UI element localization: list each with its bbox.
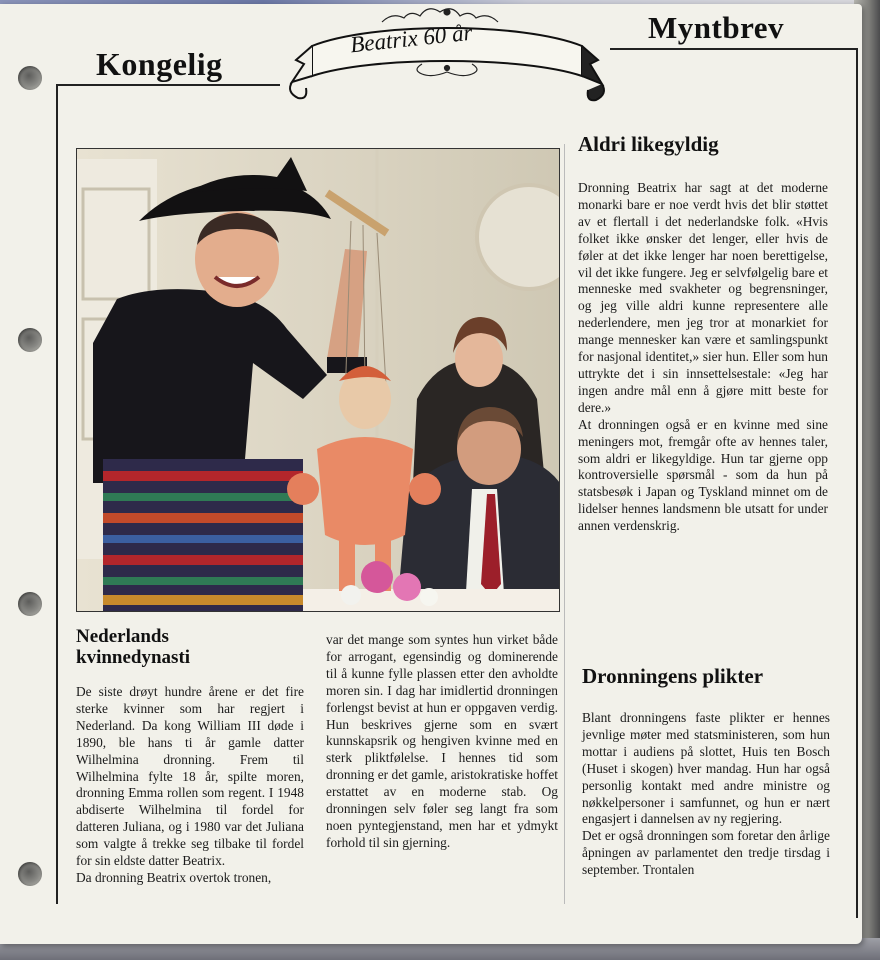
plikter-text-block <box>582 710 830 879</box>
dynasti-text-block <box>76 684 304 887</box>
photo-illustration <box>77 149 559 611</box>
header-left-title-text: Kongelig <box>96 46 223 82</box>
frame-rule-right <box>856 48 858 918</box>
aldri-text-block <box>578 180 828 535</box>
header-left-title <box>96 46 223 83</box>
frame-rule-left <box>56 84 58 904</box>
binder-page <box>0 4 862 944</box>
header-right-title-text: Myntbrev <box>648 10 785 45</box>
header-right-title <box>648 10 784 46</box>
column-divider <box>564 144 565 904</box>
header-rule-left <box>58 84 280 86</box>
aldri-paragraph-1: Dronning Beatrix har sagt at det moderne monarki bare er noe verdt hvis det blir støttet av et flertall i det nederlandske folk. «Hvis folket ikke ønsker det lenger, eller hvis de føler at det ikke lenger har noen berettigelse, vil det ikke fungere. Jeg er selvfølgelig bare et menneske med svakheter og begrensninger, og jeg ville aldri kunne representere alle nederlendere, men jeg tror at monarkiet for mange mennesker kan være et samlingspunkt for nasjonal identitet,» sier hun. Eller som hun uttrykte det i sin innsettelsestale: «Jeg har ingen andre mål enn å gjøre mitt beste for dere.» <box>578 180 828 415</box>
punch-hole <box>18 592 42 616</box>
plikter-paragraph-1: Blant dronningens faste plikter er hennes jevnlige møter med statsministeren, som hun mottar i audiens på slottet, Huis ten Bosch (Huset i skogen) hver mandag. Hun har også personlig kontakt med andre ministre og nøkkelpersoner i samfunnet, og hun er nært engasjert i dannelsen av ny regjering. <box>582 710 830 827</box>
heading-aldri-likegyldig: Aldri likegyldig <box>578 132 719 156</box>
punch-hole <box>18 862 42 886</box>
middle-text-block <box>326 632 558 852</box>
dynasti-paragraph-1: De siste drøyt hundre årene er det fire sterke kvinner som har regjert i Nederland. Da kong William III døde i 1890, ble hans ti år gamle datter Wilhelmina dronning. Frem til Wilhelmina fylte 18 år, spilte moren, dronning Emma rollen som regent. I 1948 abdiserte Wilhelmina til fordel for datteren Juliana, og i 1980 var det Juliana som valgte å trekke seg tilbake til fordel for sin eldste datter Beatrix. <box>76 684 304 869</box>
photo-queen-with-marionette <box>76 148 560 612</box>
plikter-paragraph-2: Det er også dronningen som foretar den årlige åpningen av parlamentet den tredje tirsdag i september. Trontalen <box>582 828 830 878</box>
header-rule-right <box>610 48 858 50</box>
middle-paragraph: var det mange som syntes hun virket både for arrogant, egensindig og dominerende til å kunne fylle plassen etter den avholdte moren sin. I dag har imidlertid dronningen forlengst bevist at hun er oppgaven verdig. Hun beskrives gjerne som en svært kunnskapsrik og hengiven kvinne med en sterk pliktfølelse. I hennes tid som dronning er det gamle, aristokratiske hoffet erstattet av en moderne stab. Og dronningen selv føler seg langt fra som noen pyntegjenstand, men har et ydmykt forhold til sin gjerning. <box>326 632 558 850</box>
heading-dronningens-plikter: Dronningens plikter <box>582 664 764 688</box>
punch-hole <box>18 66 42 90</box>
dynasti-paragraph-2: Da dronning Beatrix overtok tronen, <box>76 869 272 885</box>
aldri-paragraph-2: At dronningen også er en kvinne med sine meningers mot, fremgår ofte av hennes taler, som aldri er likegyldige. Hun tar gjerne opp kontroversielle spørsmål - som da hun på statsbesøk i Japan og Tyskland minnet om de lidelser hennes landsmenn ble utsatt for under annen verdenskrig. <box>578 416 828 534</box>
heading-nederlands-kvinnedynasti: Nederlands kvinnedynasti <box>76 626 191 668</box>
banner-text: Beatrix 60 år <box>348 19 474 58</box>
punch-hole <box>18 328 42 352</box>
